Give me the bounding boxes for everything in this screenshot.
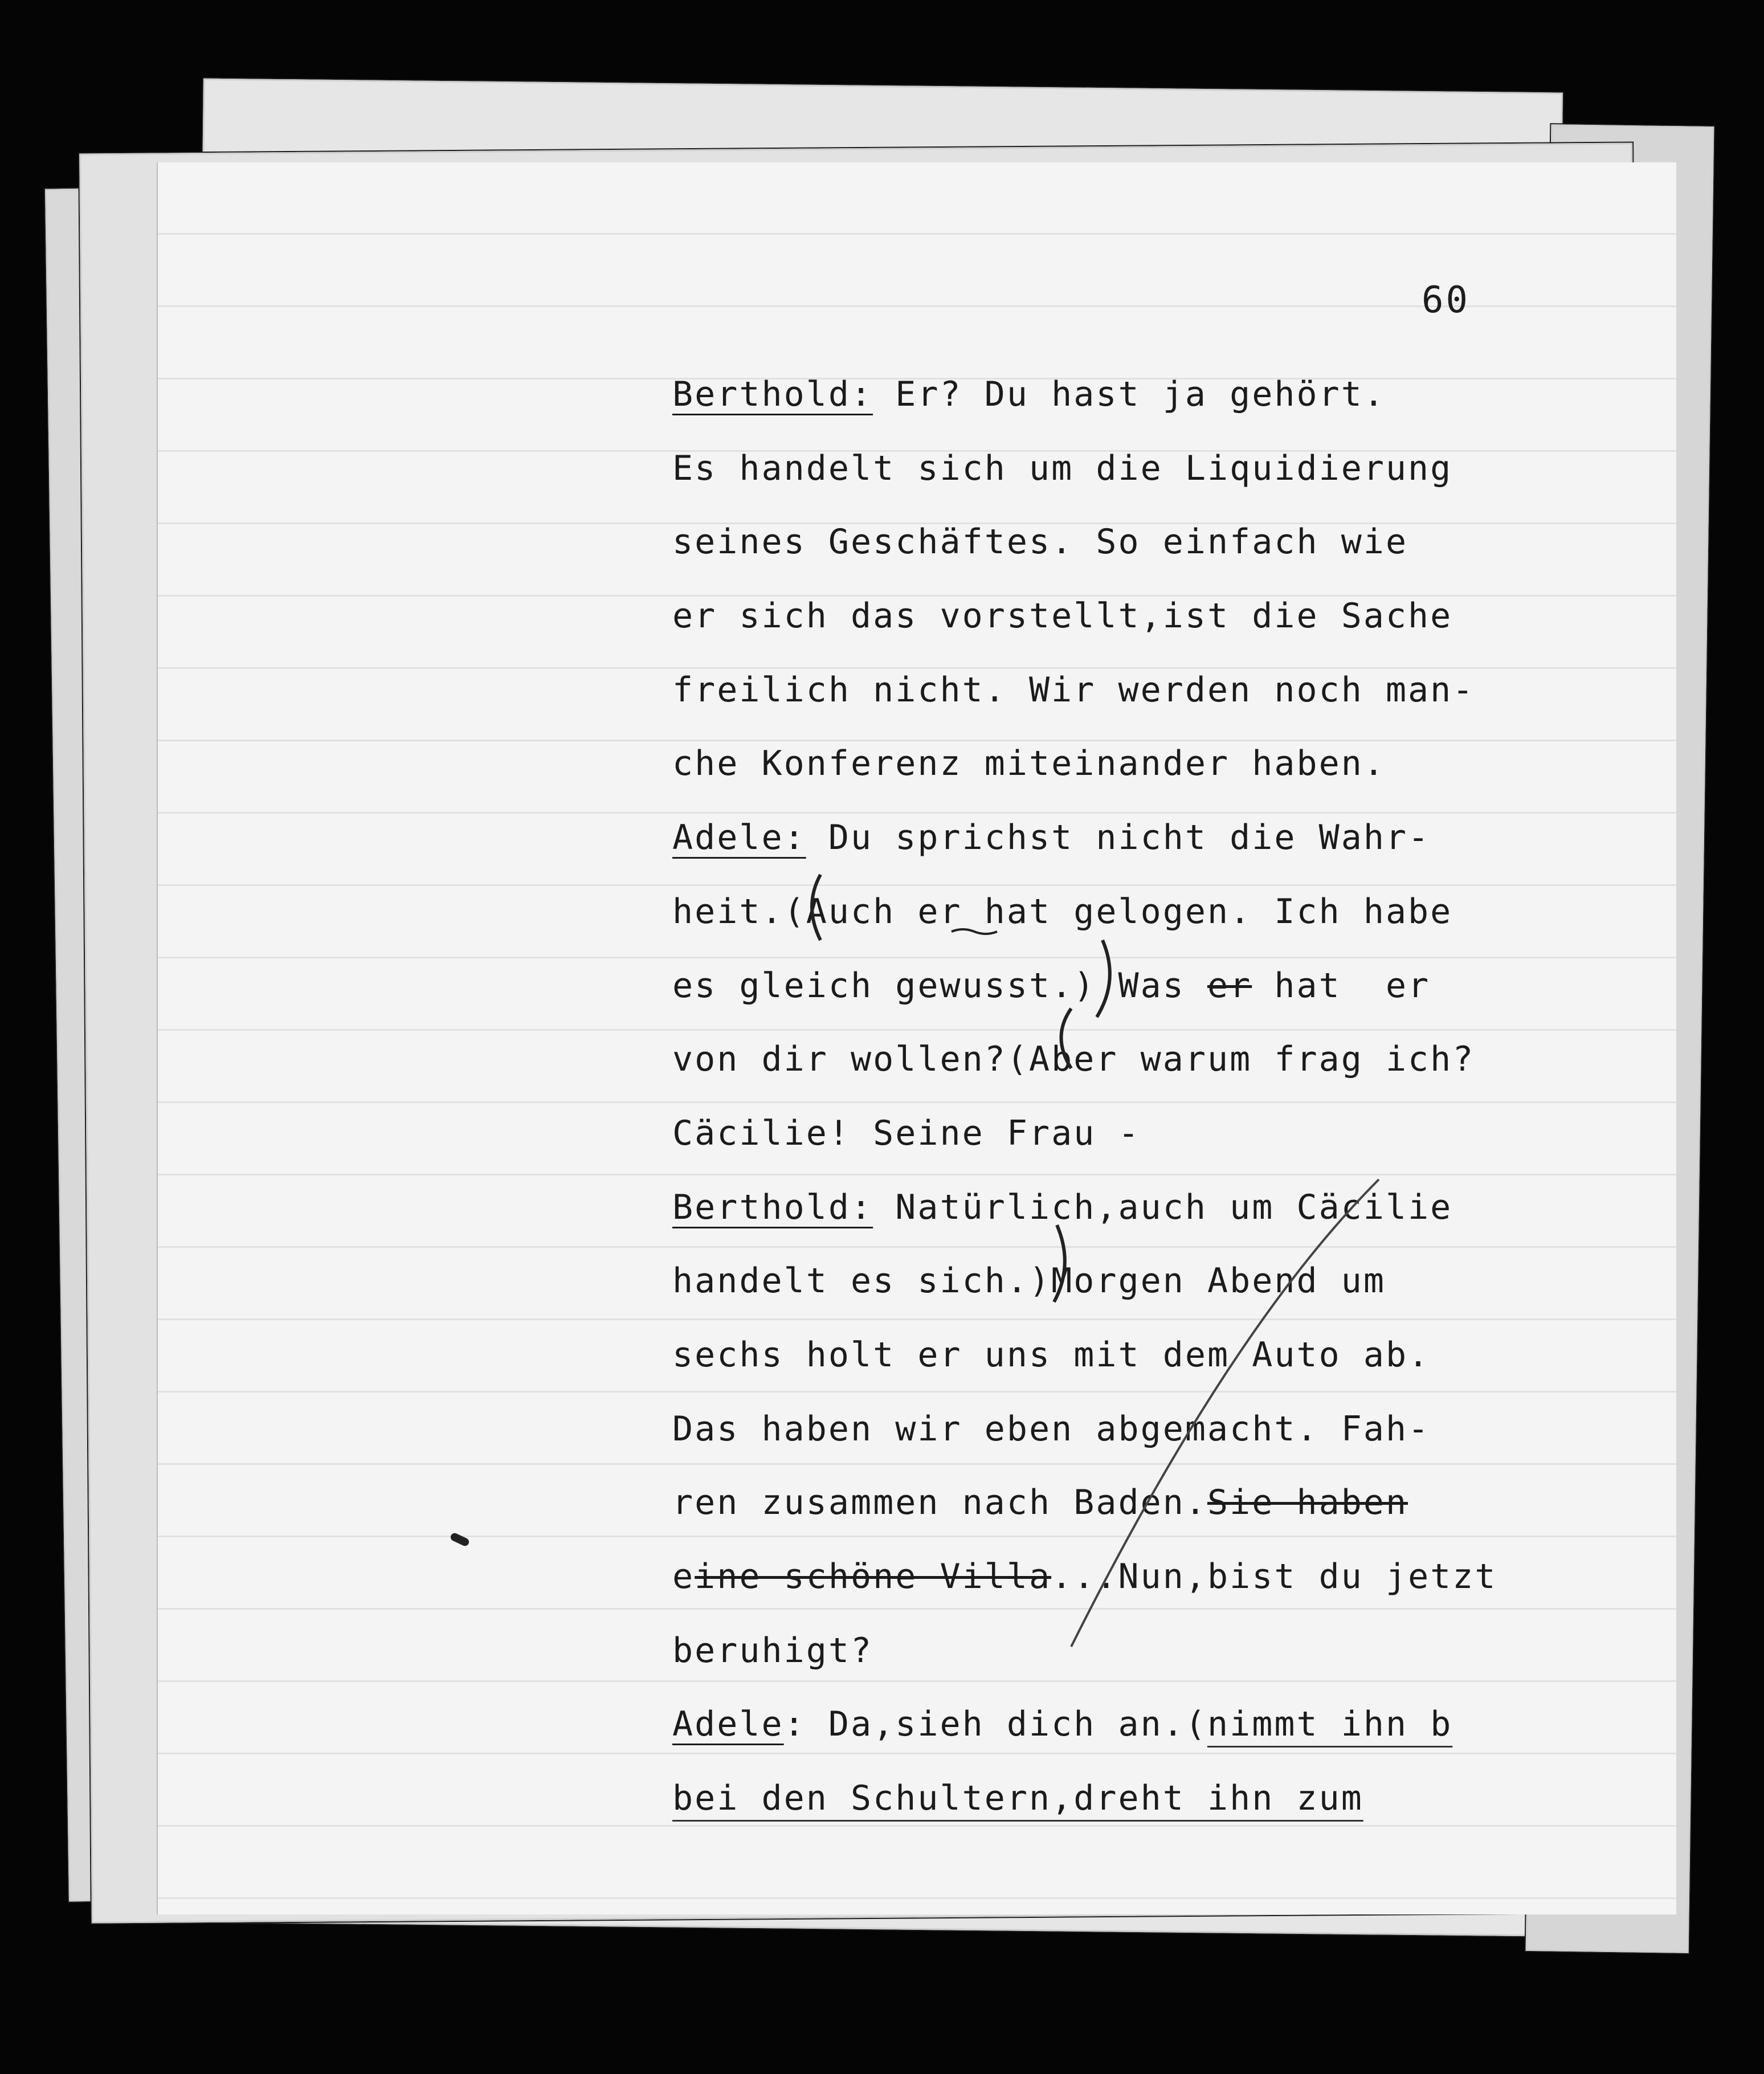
speaker-label: Adele [672, 1704, 784, 1745]
text-segment: : Da,sieh dich an.( [783, 1704, 1207, 1745]
text-segment: er sich das vorstellt,ist die Sache [672, 596, 1453, 636]
text-segment: Du sprichst nicht die Wahr- [806, 818, 1431, 858]
text-line [672, 654, 1561, 728]
text-segment: Er? Du hast ja gehört. [873, 374, 1386, 414]
text-segment: freilich nicht. Wir werden noch man- [672, 669, 1475, 710]
text-segment: es gleich gewusst.) Was [672, 965, 1207, 1006]
text-line [672, 1097, 1561, 1171]
text-line [672, 505, 1561, 579]
text-line [672, 1244, 1561, 1318]
text-segment: nimmt ihn b [1207, 1704, 1453, 1745]
text-segment: von dir wollen?(Aber warum frag ich? [672, 1039, 1475, 1080]
text-segment: handelt es sich.)Morgen Abend um [672, 1261, 1386, 1301]
text-line [672, 1318, 1561, 1393]
text-segment: Natürlich,auch um Cäcilie [873, 1187, 1453, 1227]
text-line [672, 1171, 1561, 1245]
struck-text: er [1207, 965, 1252, 1006]
text-line [672, 1466, 1561, 1540]
text-line [672, 801, 1561, 875]
text-line [672, 1762, 1561, 1836]
text-line [672, 1614, 1561, 1688]
text-line [672, 949, 1561, 1023]
text-segment: Das haben wir eben abgemacht. Fah- [672, 1408, 1431, 1449]
text-segment: e [672, 1557, 695, 1597]
text-line [672, 358, 1561, 432]
text-segment: sechs holt er uns mit dem Auto ab. [672, 1334, 1431, 1375]
text-segment: Es handelt sich um die Liquidierung [672, 448, 1453, 488]
text-line [672, 1023, 1561, 1097]
typescript-body [672, 358, 1561, 1836]
text-line [672, 875, 1561, 949]
text-line [672, 727, 1561, 801]
text-line [672, 432, 1561, 506]
text-segment: heit.(Auch er hat gelogen. Ich habe [672, 891, 1453, 932]
text-segment: che Konferenz miteinander haben. [672, 744, 1386, 784]
text-segment: Cäcilie! Seine Frau - [672, 1113, 1141, 1153]
text-line [672, 1393, 1561, 1467]
text-segment: hat er [1252, 965, 1431, 1006]
struck-text: Sie haben [1207, 1483, 1408, 1523]
text-line [672, 579, 1561, 654]
struck-text: ine schöne Villa [695, 1557, 1052, 1597]
speaker-label: Berthold: [672, 1187, 873, 1227]
text-segment: bei den Schultern,dreht ihn zum [672, 1778, 1363, 1819]
text-segment: ...Nun,bist du jetzt [1051, 1557, 1497, 1597]
speaker-label: Adele: [672, 818, 806, 858]
page-number: 60 [1422, 279, 1471, 321]
text-segment: seines Geschäftes. So einfach wie [672, 522, 1408, 562]
text-line [672, 1540, 1561, 1614]
text-segment: ren zusammen nach Baden. [672, 1483, 1207, 1523]
speaker-label: Berthold: [672, 374, 873, 414]
text-line [672, 1688, 1561, 1762]
text-segment: beruhigt? [672, 1630, 873, 1671]
